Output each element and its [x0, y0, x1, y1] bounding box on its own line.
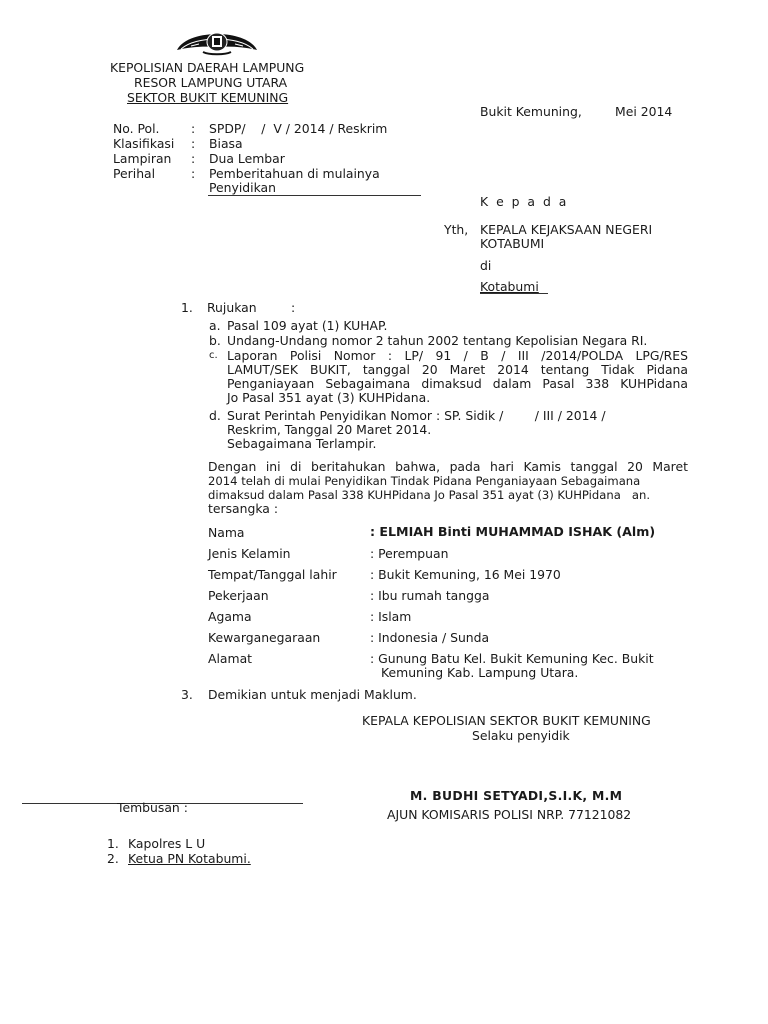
rujukan-a-label: a.	[209, 318, 221, 333]
date-month-year: Mei 2014	[615, 104, 673, 119]
signature-rank: AJUN KOMISARIS POLISI NRP. 77121082	[387, 807, 632, 822]
lampiran-label: Lampiran	[113, 151, 172, 166]
rujukan-d-label: d.	[209, 408, 221, 423]
rujukan-d-line2: Reskrim, Tanggal 20 Maret 2014.	[227, 422, 432, 437]
tembusan-item-2-number: 2.	[107, 851, 119, 866]
signature-title2: Selaku penyidik	[472, 728, 570, 743]
letterhead-line2: RESOR LAMPUNG UTARA	[134, 75, 288, 90]
rujukan-b-text: Undang-Undang nomor 2 tahun 2002 tentang Kepolisian Negara RI.	[227, 333, 648, 348]
colon: :	[191, 151, 196, 166]
suspect-name-label: Nama	[208, 525, 245, 540]
suspect-name-value: : ELMIAH Binti MUHAMMAD ISHAK (Alm)	[370, 524, 656, 539]
body-line4: tersangka :	[208, 501, 279, 516]
body-line1: Dengan ini di beritahukan bahwa, pada hari Kamis tanggal 20 Maret	[208, 459, 688, 474]
letterhead-line1: KEPOLISIAN DAERAH LAMPUNG	[110, 60, 305, 75]
rujukan-c-line1: Laporan Polisi Nomor : LP/ 91 / B / III /2014/POLDA LPG/RES	[227, 348, 688, 363]
suspect-job-value: : Ibu rumah tangga	[370, 588, 490, 603]
closing-number: 3.	[181, 687, 193, 702]
klasifikasi-label: Klasifikasi	[113, 136, 175, 151]
date-place: Bukit Kemuning,	[480, 104, 582, 119]
suspect-birth-label: Tempat/Tanggal lahir	[208, 567, 337, 582]
kepada-label: K e p a d a	[480, 194, 569, 209]
perihal-value-line2: Penyidikan	[209, 180, 276, 195]
suspect-birth-value: : Bukit Kemuning, 16 Mei 1970	[370, 567, 561, 582]
suspect-address-value: : Gunung Batu Kel. Bukit Kemuning Kec. Bukit	[370, 651, 654, 666]
rujukan-c-line2: LAMUT/SEK BUKIT, tanggal 20 Maret 2014 tentang Tidak Pidana	[227, 362, 688, 377]
rujukan-d-line1: Surat Perintah Penyidikan Nomor : SP. Sidik / / III / 2014 /	[227, 408, 606, 423]
recipient-city: Kotabumi	[480, 279, 539, 294]
yth-label: Yth,	[444, 222, 469, 237]
suspect-gender-label: Jenis Kelamin	[208, 546, 291, 561]
suspect-religion-value: : Islam	[370, 609, 412, 624]
rujukan-title: Rujukan	[207, 300, 257, 315]
closing-text: Demikian untuk menjadi Maklum.	[208, 687, 417, 702]
rujukan-c-line3: Penganiayaan Sebagaimana dimaksud dalam Pasal 338 KUHPidana	[227, 376, 688, 391]
signature-title1: KEPALA KEPOLISIAN SEKTOR BUKIT KEMUNING	[362, 713, 651, 728]
body-line3: dimaksud dalam Pasal 338 KUHPidana Jo Pasal 351 ayat (3) KUHPidana an.	[208, 488, 650, 502]
recipient-line2: KOTABUMI	[480, 236, 545, 251]
nopol-value: SPDP/ / V / 2014 / Reskrim	[209, 121, 388, 136]
klasifikasi-value: Biasa	[209, 136, 243, 151]
rujukan-number: 1.	[181, 300, 193, 315]
recipient-city-underline	[480, 293, 548, 294]
colon: :	[191, 166, 196, 181]
nopol-label: No. Pol.	[113, 121, 160, 136]
suspect-gender-value: : Perempuan	[370, 546, 449, 561]
suspect-nationality-label: Kewarganegaraan	[208, 630, 321, 645]
tembusan-item-1-number: 1.	[107, 836, 119, 851]
perihal-value-line1: Pemberitahuan di mulainya	[209, 166, 380, 181]
perihal-underline	[208, 195, 421, 196]
police-emblem-icon	[173, 28, 261, 58]
tembusan-item-2-text: Ketua PN Kotabumi.	[128, 851, 251, 866]
rujukan-c-label: c.	[209, 350, 218, 361]
rujukan-a-text: Pasal 109 ayat (1) KUHAP.	[227, 318, 388, 333]
rujukan-colon: :	[291, 300, 296, 315]
colon: :	[191, 121, 196, 136]
rujukan-b-label: b.	[209, 333, 221, 348]
recipient-line1: KEPALA KEJAKSAAN NEGERI	[480, 222, 653, 237]
signature-name: M. BUDHI SETYADI,S.I.K, M.M	[410, 788, 623, 803]
suspect-job-label: Pekerjaan	[208, 588, 269, 603]
tembusan-title: Tembusan :	[117, 800, 188, 815]
tembusan-item-1-text: Kapolres L U	[128, 836, 206, 851]
body-line2: 2014 telah di mulai Penyidikan Tindak Pidana Penganiayaan Sebagaimana	[208, 474, 641, 488]
rujukan-c-line4: Jo Pasal 351 ayat (3) KUHPidana.	[227, 390, 431, 405]
rujukan-d-line3: Sebagaimana Terlampir.	[227, 436, 377, 451]
suspect-nationality-value: : Indonesia / Sunda	[370, 630, 490, 645]
perihal-label: Perihal	[113, 166, 156, 181]
colon: :	[191, 136, 196, 151]
suspect-religion-label: Agama	[208, 609, 252, 624]
suspect-address-label: Alamat	[208, 651, 253, 666]
suspect-address-value-line2: Kemuning Kab. Lampung Utara.	[381, 665, 579, 680]
letterhead-line3: SEKTOR BUKIT KEMUNING	[127, 90, 289, 105]
recipient-di: di	[480, 258, 492, 273]
lampiran-value: Dua Lembar	[209, 151, 285, 166]
